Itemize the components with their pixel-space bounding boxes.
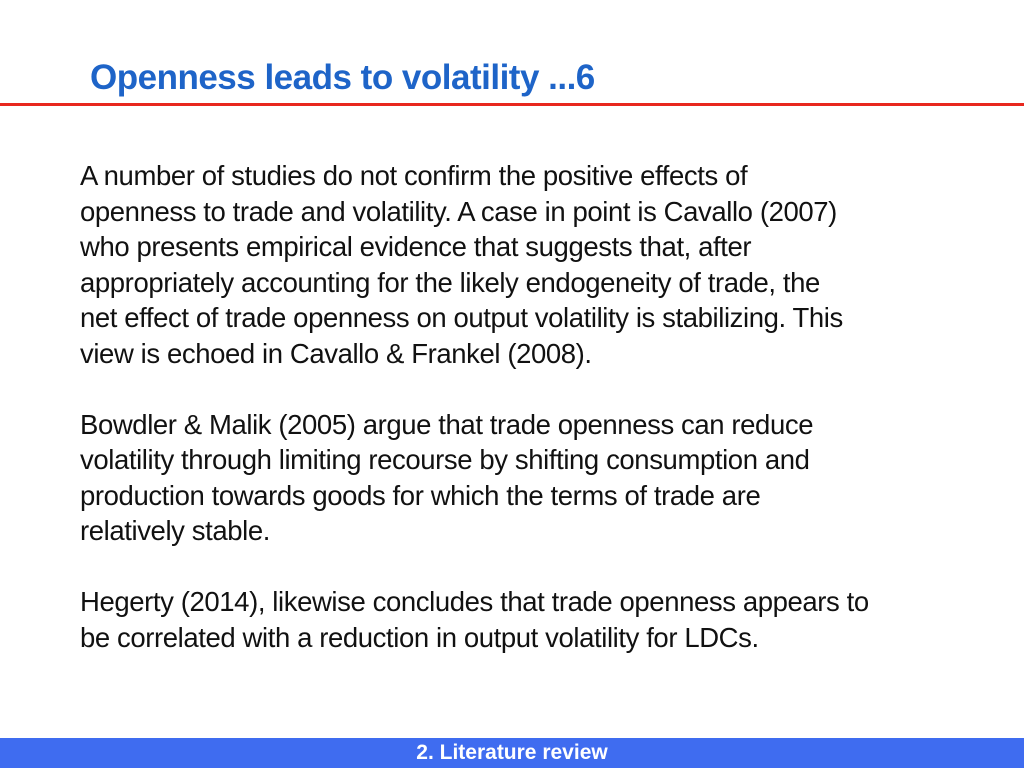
paragraph-hegerty [80,584,1010,655]
slide-body [80,158,1010,691]
text-line: view is echoed in Cavallo & Frankel (2008). [80,337,592,369]
text-line: Bowdler & Malik (2005) argue that trade openness can reduce [80,408,814,440]
text-line: appropriately accounting for the likely endogeneity of trade, the [80,266,820,298]
footer-bar [0,738,1024,768]
text-line: openness to trade and volatility. A case in point is Cavallo (2007) [80,195,837,227]
text-line: A number of studies do not confirm the positive effects of [80,160,748,191]
text-line: Hegerty (2014), likewise concludes that trade openness appears to [80,586,869,617]
text-line: volatility through limiting recourse by shifting consumption and [80,444,810,475]
text-line: net effect of trade openness on output volatility is stabilizing. This [80,302,843,333]
paragraph-cavallo [80,158,1010,371]
text-line: production towards goods for which the terms of trade are [80,479,761,511]
footer-section-label: 2. Literature review [416,741,608,764]
text-line: be correlated with a reduction in output volatility for LDCs. [80,621,759,653]
slide-title: Openness leads to volatility ...6 [90,58,595,97]
text-line: relatively stable. [80,515,270,546]
paragraph-bowdler-malik [80,407,1010,549]
text-line: who presents empirical evidence that suggests that, after [80,231,752,262]
title-underline [0,103,1024,106]
